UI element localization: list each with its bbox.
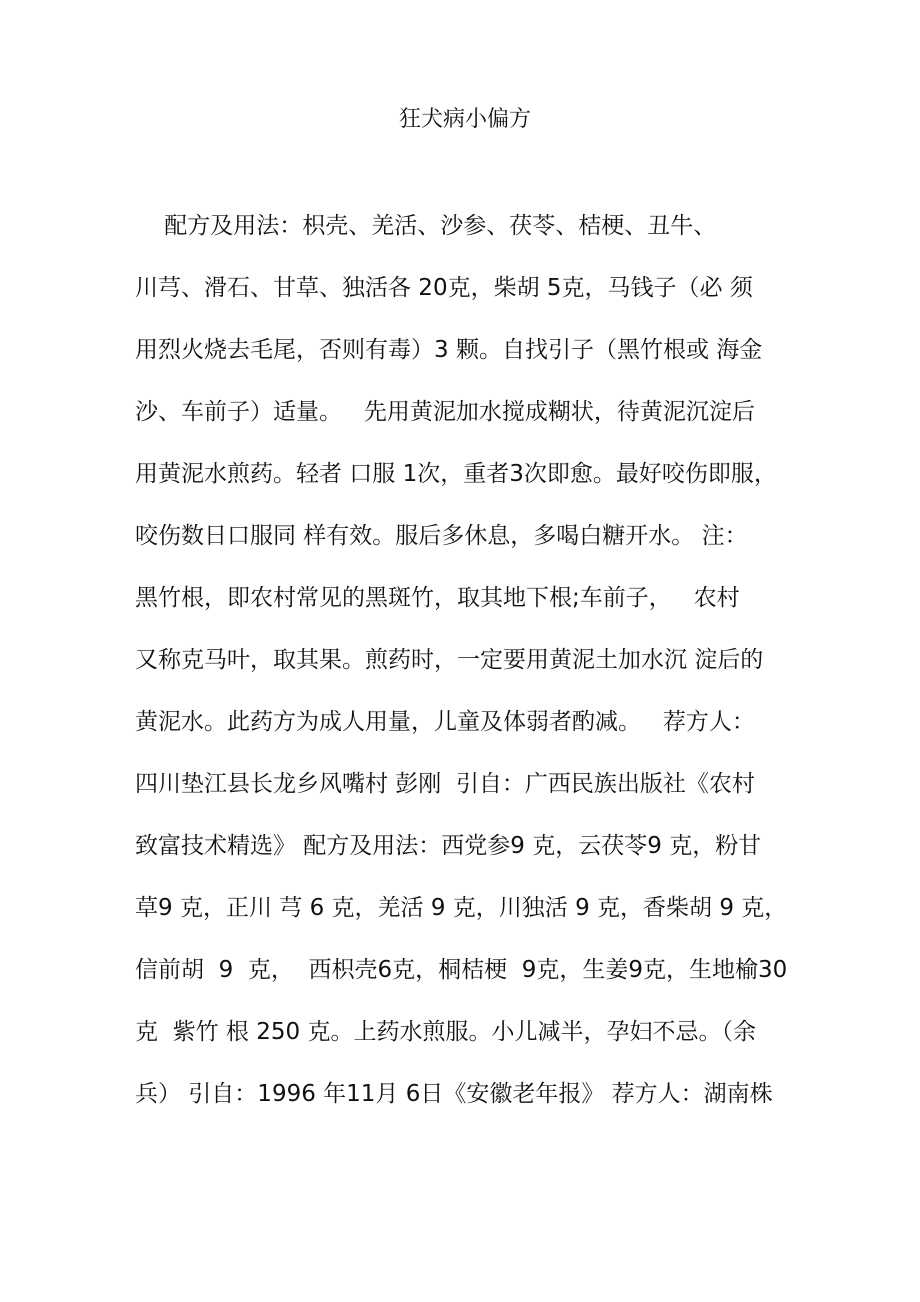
body-line: 配方及用法：枳壳、羌活、沙参、茯苓、桔梗、丑牛、	[135, 213, 717, 239]
body-line: 沙、车前子）适量。 先用黄泥加水搅成糊状，待黄泥沉淀后	[135, 399, 755, 425]
body-line: 用烈火烧去毛尾，否则有毒）3 颗。自找引子（黑竹根或 海金	[135, 337, 763, 363]
body-line: 又称克马叶，取其果。煎药时，一定要用黄泥土加水沉 淀后的	[135, 647, 764, 673]
body-line: 克 紫竹 根 250 克。上药水煎服。小儿减半，孕妇不忌。（余	[135, 1019, 756, 1045]
body-line: 兵） 引自：1996 年11月 6日《安徽老年报》 荐方人：湖南株	[135, 1081, 773, 1107]
body-line: 黄泥水。此药方为成人用量，儿童及体弱者酌减。 荐方人：	[135, 709, 755, 735]
document-title: 狂犬病小偏方	[398, 107, 531, 132]
body-line: 川芎、滑石、甘草、独活各 20克，柴胡 5克，马钱子（必 须	[135, 275, 753, 301]
body-line: 致富技术精选》 配方及用法：西党参9 克，云茯苓9 克，粉甘	[135, 833, 762, 859]
document-body	[135, 206, 825, 1136]
body-line: 四川垫江县长龙乡风嘴村 彭刚 引自：广西民族出版社《农村	[135, 771, 755, 797]
body-line: 草9 克，正川 芎 6 克，羌活 9 克，川独活 9 克，香柴胡 9 克，	[135, 895, 788, 921]
body-line: 用黄泥水煎药。轻者 口服 1次，重者3次即愈。最好咬伤即服，	[135, 461, 777, 487]
body-line: 黑竹根，即农村常见的黑斑竹，取其地下根;车前子， 农村	[135, 585, 740, 611]
body-line: 咬伤数日口服同 样有效。服后多休息，多喝白糖开水。 注：	[135, 523, 748, 549]
body-line: 信前胡 9 克， 西枳壳6克，桐桔梗 9克，生姜9克，生地榆30	[135, 957, 788, 983]
